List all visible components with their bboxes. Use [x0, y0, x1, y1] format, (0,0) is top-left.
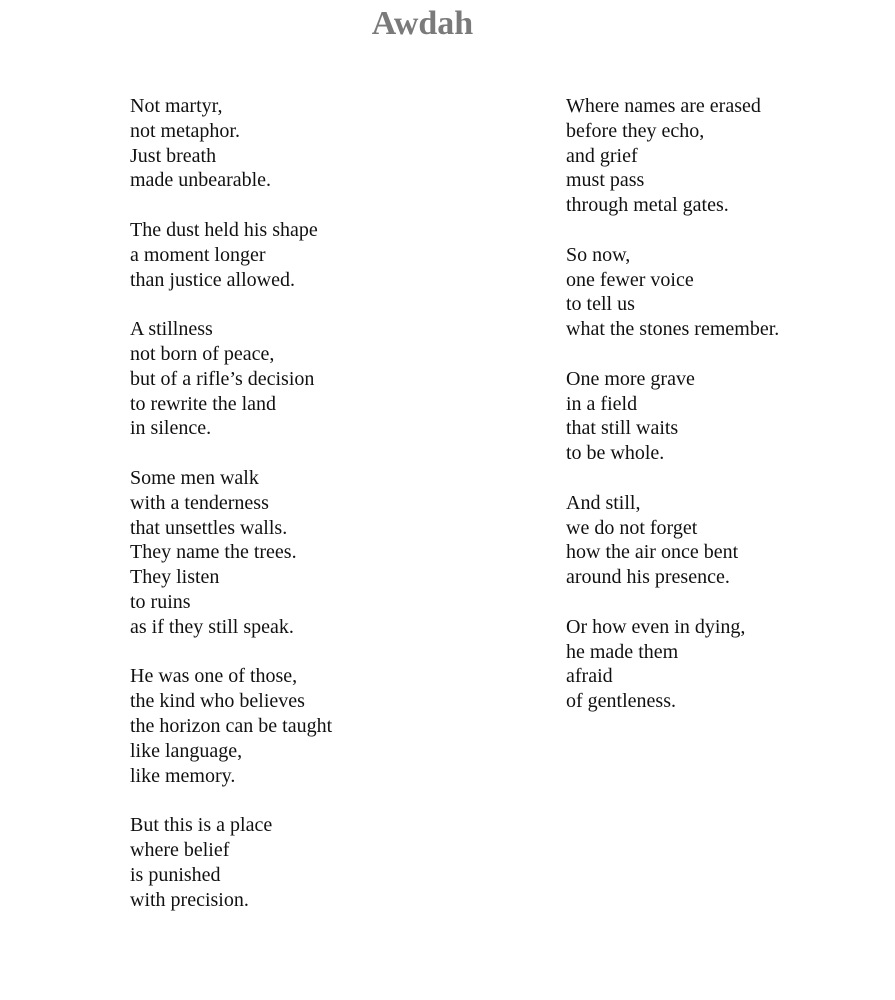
poem-line: before they echo,: [566, 119, 705, 142]
poem-line: one fewer voice: [566, 268, 694, 291]
poem-line: Some men walk: [130, 466, 259, 489]
poem-line: that still waits: [566, 417, 679, 440]
poem-line: is punished: [130, 863, 221, 886]
poem-column-left: [130, 94, 530, 937]
poem-line: what the stones remember.: [566, 318, 780, 341]
poem-line: to tell us: [566, 293, 635, 316]
stanza: [566, 367, 886, 466]
poem-line: where belief: [130, 838, 230, 861]
poem-line: and grief: [566, 144, 638, 167]
stanza: [130, 94, 530, 193]
poem-line: through metal gates.: [566, 194, 729, 217]
stanza: [130, 317, 530, 441]
poem-line: around his presence.: [566, 566, 730, 589]
poem-line: And still,: [566, 491, 641, 514]
poem-line: how the air once bent: [566, 541, 739, 564]
poem-line: with a tenderness: [130, 491, 269, 514]
stanza: [566, 243, 886, 342]
poem-line: They name the trees.: [130, 541, 297, 564]
poem-line: we do not forget: [566, 516, 698, 539]
poem-line: in a field: [566, 392, 638, 415]
poem-line: he made them: [566, 640, 679, 663]
poem-line: in silence.: [130, 417, 212, 440]
poem-line: to ruins: [130, 590, 191, 613]
poem-line: with precision.: [130, 888, 249, 911]
poem-title: Awdah: [371, 5, 474, 42]
poem-line: made unbearable.: [130, 169, 272, 192]
stanza: [130, 218, 530, 292]
poem-line: of gentleness.: [566, 690, 676, 713]
stanza: [566, 615, 886, 714]
poem-line: Just breath: [130, 144, 217, 167]
poem-line: the kind who believes: [130, 690, 305, 713]
stanza: [566, 94, 886, 218]
stanza: [566, 491, 886, 590]
poem-line: not born of peace,: [130, 342, 275, 365]
poem-line: Not martyr,: [130, 95, 223, 117]
poem-line: Where names are erased: [566, 95, 761, 117]
poem-line: The dust held his shape: [130, 218, 318, 241]
poem-line: But this is a place: [130, 814, 273, 837]
poem-line: He was one of those,: [130, 665, 298, 688]
poem-line: a moment longer: [130, 243, 266, 266]
stanza: [130, 813, 530, 912]
poem-line: A stillness: [130, 318, 213, 341]
poem-line: the horizon can be taught: [130, 714, 333, 737]
poem-line: that unsettles walls.: [130, 516, 288, 539]
poem-line: like language,: [130, 739, 243, 762]
poem-line: to rewrite the land: [130, 392, 277, 415]
poem-line: but of a rifle’s decision: [130, 367, 315, 390]
poem-line: than justice allowed.: [130, 268, 295, 291]
poem-line: So now,: [566, 243, 631, 266]
poem-column-right: [566, 94, 886, 739]
poem-line: to be whole.: [566, 442, 665, 465]
poem-line: not metaphor.: [130, 119, 240, 142]
stanza: [130, 664, 530, 788]
poem-line: They listen: [130, 566, 220, 589]
poem-line: One more grave: [566, 367, 695, 390]
poem-line: like memory.: [130, 764, 236, 787]
stanza: [130, 466, 530, 640]
poem-line: Or how even in dying,: [566, 615, 746, 638]
poem-line: as if they still speak.: [130, 615, 294, 638]
poem-line: must pass: [566, 169, 645, 192]
poem-line: afraid: [566, 665, 613, 688]
